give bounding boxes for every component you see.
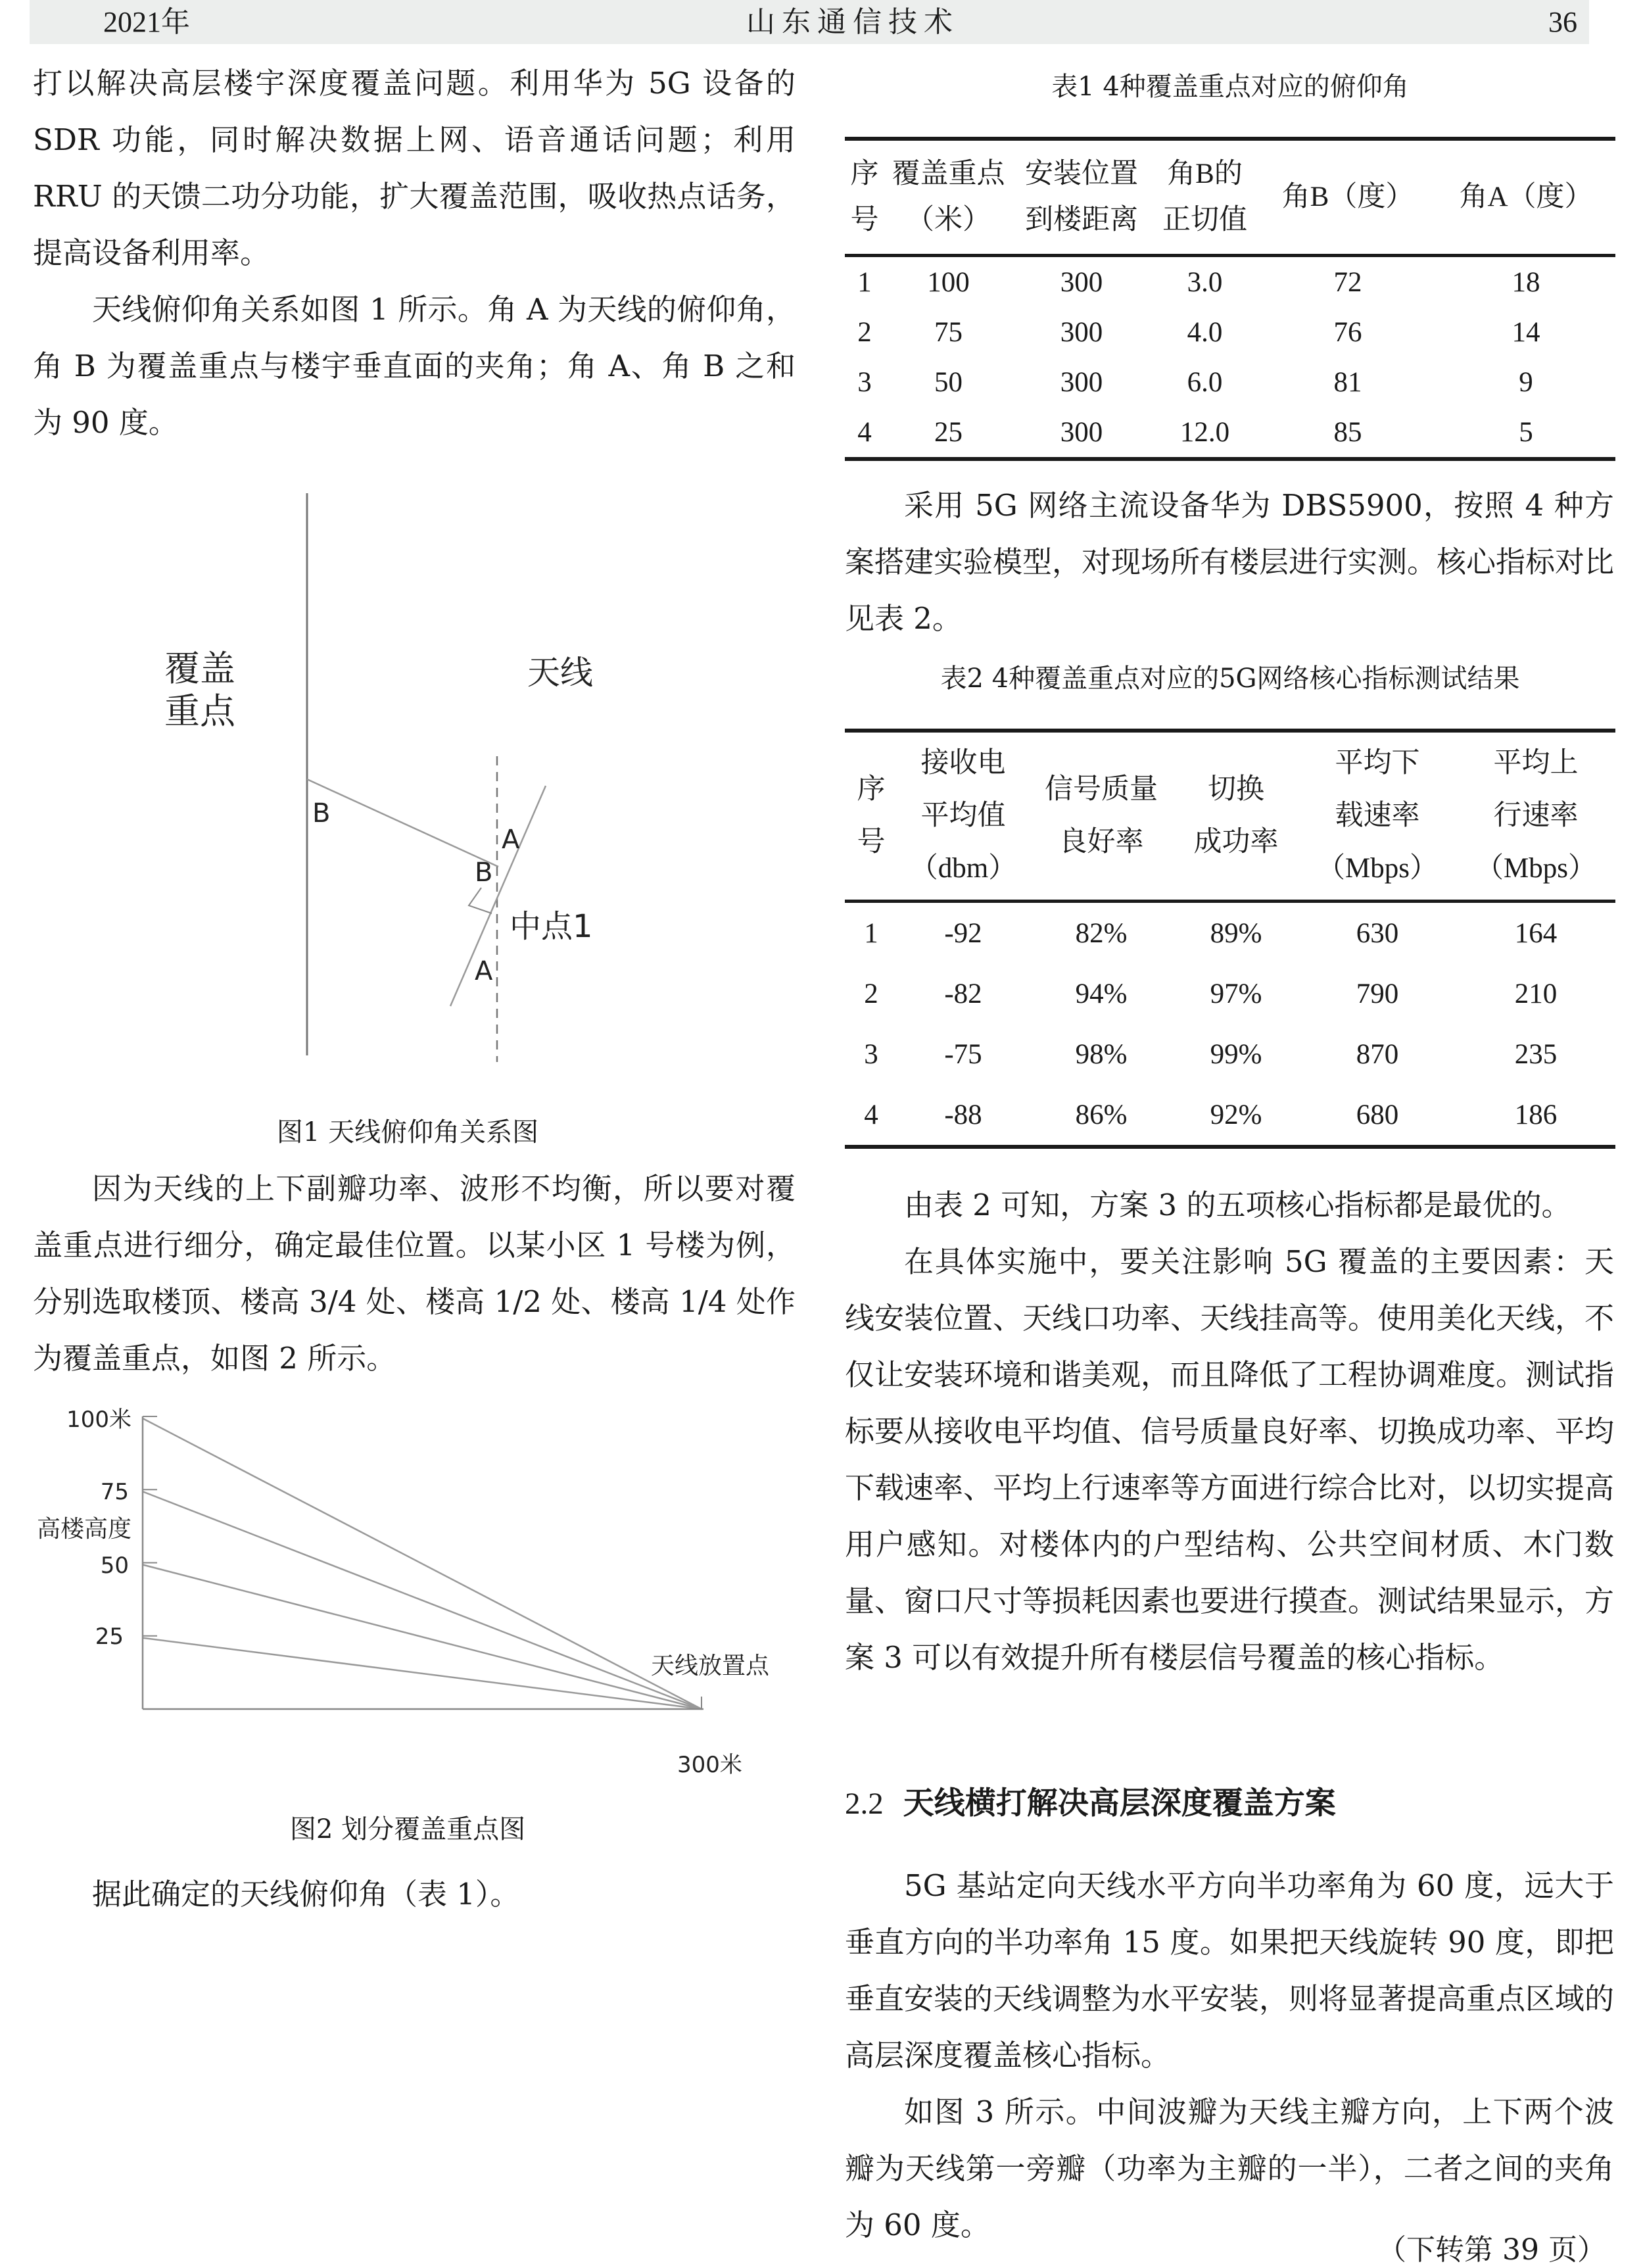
table-cell: 790 [1356, 978, 1399, 1009]
table-cell: 75 [934, 316, 963, 348]
paragraph: 5G 基站定向天线水平方向半功率角为 60 度，远大于垂直方向的半功率角 15 度。如果把天线旋转 90 度，即把垂直安装的天线调整为水平安装，则将显著提高重点区域的高层深度覆盖核心指标。 [845, 1868, 1615, 2073]
table-cell: 50 [934, 366, 963, 398]
coverage-ray-25 [143, 1638, 702, 1709]
paragraph: 由表 2 可知，方案 3 的五项核心指标都是最优的。 [904, 1188, 1571, 1222]
paragraph: 如图 3 所示。中间波瓣为天线主瓣方向，上下两个波瓣为天线第一旁瓣（功率为主瓣的一半），二者之间的夹角为 60 度。 [845, 2094, 1614, 2242]
table-cell: 210 [1514, 978, 1558, 1009]
table-row [845, 1084, 1615, 1147]
paragraph: 采用 5G 网络主流设备华为 DBS5900，按照 4 种方案搭建实验模型，对现场所有楼层进行实测。核心指标对比见表 2。 [845, 488, 1615, 636]
table-cell: 300 [1060, 366, 1103, 398]
coverage-ray-75 [143, 1491, 702, 1709]
table-header-row [845, 731, 1615, 902]
coverage-ray-line [307, 779, 498, 867]
table-cell: 85 [1333, 416, 1362, 448]
header-cell: 角A（度） [1459, 181, 1593, 212]
table-cell: 12.0 [1179, 416, 1230, 448]
header-cell: 平均上 行速率 （Mbps） [1475, 748, 1596, 884]
table-cell: 1 [864, 917, 878, 949]
header-cell: 角B（度） [1281, 181, 1414, 212]
table-cell: 6.0 [1187, 366, 1223, 398]
right-column-block-3 [845, 1858, 1614, 2254]
section-number: 2.2 [845, 1787, 884, 1821]
angle-b-label: B [475, 857, 493, 888]
table-cell: 630 [1356, 917, 1399, 949]
section-heading [845, 1779, 1336, 1823]
table-cell: 82% [1075, 917, 1128, 949]
midpoint-label: 中点1 [510, 908, 593, 945]
table-cell: 5 [1519, 416, 1533, 448]
table-cell: -92 [944, 917, 982, 949]
table-row [845, 256, 1615, 308]
coverage-point-label: 重点 [164, 690, 235, 732]
page-header [30, 0, 1589, 44]
table-cell: 98% [1075, 1038, 1128, 1070]
continued-note: （下转第 39 页） [1377, 2233, 1606, 2267]
header-cell: 覆盖重点 （米） [892, 158, 1005, 235]
left-column-block-1 [33, 55, 796, 451]
angle-a-label: A [502, 825, 520, 855]
header-cell: 接收电 平均值 （dbm） [909, 748, 1017, 884]
table-cell: 94% [1075, 978, 1128, 1009]
table-row [845, 902, 1615, 964]
table-cell: 14 [1512, 316, 1540, 348]
y-tick-label: 50 [100, 1553, 129, 1579]
table-row [845, 407, 1615, 459]
table-row [845, 1024, 1615, 1084]
table-cell: 4 [864, 1099, 878, 1130]
table-row [845, 307, 1615, 357]
table-cell: 76 [1333, 316, 1362, 348]
table-cell: 92% [1210, 1099, 1262, 1130]
figure-2-diagram [0, 1407, 802, 1778]
header-cell: 安装位置 到楼距离 [1025, 158, 1138, 235]
table-cell: 97% [1210, 978, 1262, 1009]
antenna-placement-label: 天线放置点 [651, 1653, 770, 1679]
table-row [845, 963, 1615, 1024]
table-cell: 3 [857, 366, 872, 398]
figure-1-caption: 图1 天线俯仰角关系图 [276, 1117, 539, 1147]
header-cell: 信号质量 良好率 [1045, 774, 1158, 857]
table-cell: 3.0 [1187, 266, 1223, 298]
paragraph: 天线俯仰角关系如图 1 所示。角 A 为天线的俯仰角，角 B 为覆盖重点与楼宇垂直面的夹角；角 A、角 B 之和为 90 度。 [33, 292, 796, 440]
right-column-block-2 [845, 1177, 1614, 1686]
figure-1-diagram [164, 490, 657, 1069]
table-cell: 99% [1210, 1038, 1262, 1070]
y-axis-label: 高楼高度 [36, 1516, 131, 1543]
table-cell: 100 [927, 266, 970, 298]
table-cell: 2 [864, 978, 878, 1009]
antenna-label: 天线 [527, 654, 593, 692]
table-cell: 235 [1514, 1038, 1558, 1070]
header-cell: 序 号 [850, 158, 879, 235]
paragraph: 在具体实施中，要关注影响 5G 覆盖的主要因素：天线安装位置、天线口功率、天线挂高等。使用美化天线，不仅让安装环境和谐美观，而且降低了工程协调难度。测试指标要从接收电平均值、信号质量良好率、切换成功率、平均下载速率、平均上行速率等方面进行综合比对，以切实提高用户感知。对楼体内的户型结构、公共空间材质、木门数量、窗口尺寸等损耗因素也要进行摸查。测试结果显示，方案 3 可以有效提升所有楼层信号覆盖的核心指标。 [845, 1244, 1615, 1675]
table-2-title: 表2 4种覆盖重点对应的5G网络核心指标测试结果 [940, 664, 1520, 694]
section-title: 天线横打解决高层深度覆盖方案 [903, 1785, 1336, 1822]
figure-2-caption: 图2 划分覆盖重点图 [289, 1814, 526, 1845]
table-cell: -75 [944, 1038, 982, 1070]
table-cell: 300 [1060, 416, 1103, 448]
table-cell: 86% [1075, 1099, 1128, 1130]
header-journal-title: 山东通信技术 [746, 6, 959, 38]
header-cell: 序 号 [857, 774, 886, 857]
table-cell: 3 [864, 1038, 878, 1070]
table-cell: 81 [1333, 366, 1362, 398]
left-column-block-3 [33, 1866, 796, 1923]
antenna-line [450, 786, 546, 1006]
table-1-title: 表1 4种覆盖重点对应的俯仰角 [1051, 72, 1409, 102]
table-cell: 300 [1060, 266, 1103, 298]
table-cell: -82 [944, 978, 982, 1009]
table-cell: 300 [1060, 316, 1103, 348]
table-cell: 9 [1519, 366, 1533, 398]
y-tick-label: 100米 [66, 1407, 131, 1433]
table-cell: 72 [1333, 266, 1362, 298]
header-cell: 平均下 载速率 （Mbps） [1317, 748, 1438, 884]
coverage-point-label: 覆盖 [164, 648, 235, 689]
right-column-block-1 [845, 477, 1614, 647]
table-cell: 4 [857, 416, 872, 448]
paragraph: 打以解决高层楼宇深度覆盖问题。利用华为 5G 设备的 SDR 功能，同时解决数据上网、语音通话问题；利用 RRU 的天馈二功分功能，扩大覆盖范围，吸收热点话务，提高设备利用率。 [33, 66, 796, 270]
header-cell: 切换 成功率 [1193, 774, 1279, 857]
table-cell: 25 [934, 416, 963, 448]
y-tick-label: 25 [95, 1624, 124, 1650]
table-cell: 870 [1356, 1038, 1399, 1070]
coverage-ray-50 [143, 1565, 702, 1710]
header-year: 2021年 [103, 6, 190, 38]
angle-b-label: B [312, 798, 331, 829]
table-cell: 18 [1512, 266, 1540, 298]
x-end-label: 300米 [677, 1752, 742, 1778]
y-tick-label: 75 [100, 1479, 129, 1505]
table-header-row [845, 139, 1615, 256]
table-cell: 1 [857, 266, 872, 298]
coverage-ray-100 [143, 1418, 702, 1709]
table-cell: 89% [1210, 917, 1262, 949]
angle-a-label: A [475, 956, 493, 986]
table-cell: 186 [1514, 1099, 1558, 1130]
header-cell: 角B的 正切值 [1162, 158, 1247, 235]
header-page-number: 36 [1548, 6, 1577, 38]
right-angle-mark [469, 888, 492, 913]
table-cell: 680 [1356, 1099, 1399, 1130]
paragraph: 据此确定的天线俯仰角（表 1）。 [92, 1877, 520, 1912]
table-cell: 164 [1514, 917, 1558, 949]
paragraph: 因为天线的上下副瓣功率、波形不均衡，所以要对覆盖重点进行细分，确定最佳位置。以某小区 1 号楼为例，分别选取楼顶、楼高 3/4 处、楼高 1/2 处、楼高 1/4 处作为覆盖重点，如图 2 所示。 [33, 1171, 796, 1376]
table-cell: 2 [857, 316, 872, 348]
table-1 [845, 137, 1615, 461]
table-2 [845, 729, 1615, 1149]
table-row [845, 357, 1615, 407]
table-cell: -88 [944, 1099, 982, 1130]
table-cell: 4.0 [1187, 316, 1223, 348]
left-column-block-2 [33, 1161, 796, 1387]
